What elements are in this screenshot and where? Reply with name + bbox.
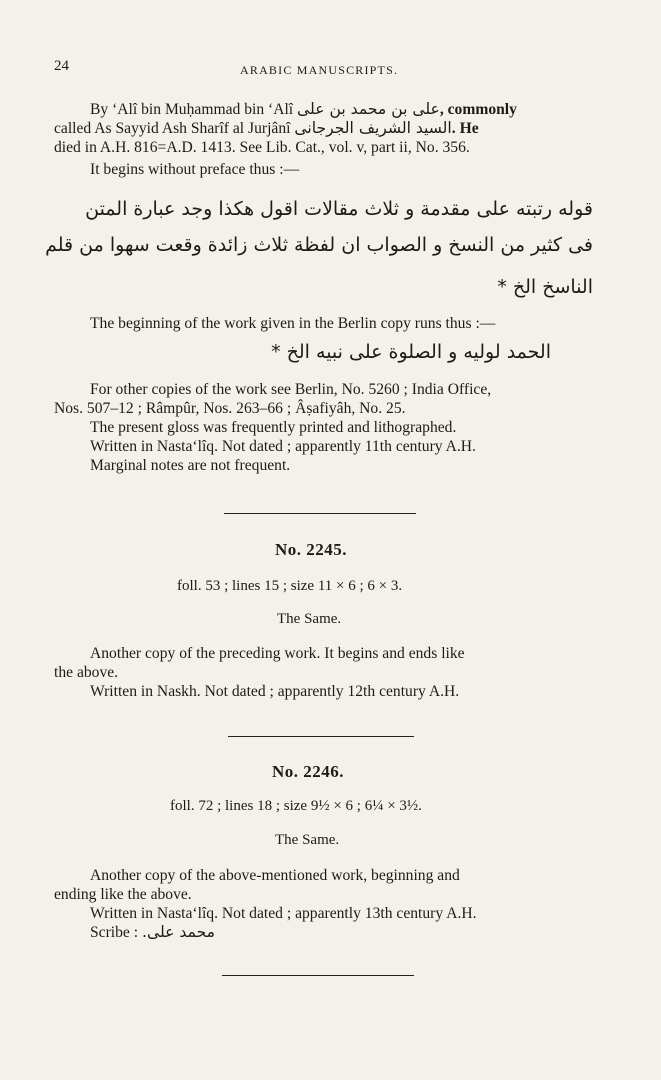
author-paragraph — [54, 100, 599, 179]
section-rule-3 — [222, 975, 414, 976]
entry-2246-title: No. 2246. — [272, 762, 345, 781]
copies-paragraph: For other copies of the work see Berlin, No. 5260 ; India Office, Nos. 507–12 ; Râmpûr, Nos. 263–66 ; Âṣafiyâh, No. 25. The present gloss was frequently printed and lithographed. Written in Nasta‘lîq. Not dated ; apparently 11th century A.H. Marginal notes are not frequent. — [54, 381, 492, 474]
author-name-arabic: علی بن محمد بن علی — [297, 100, 440, 118]
entry-2246-desc: Another copy of the above-mentioned work, beginning and ending like the above. Written in Nasta‘lîq. Not dated ; apparently 13th century A.H. Scribe : محمد علی. — [54, 866, 599, 942]
berlin-arabic: الحمد لولیه و الصلوة علی نبیه الخ * — [271, 341, 551, 363]
author-line-3: died in A.H. 816=A.D. 1413. See Lib. Cat., vol. v, part ii, No. 356. — [54, 139, 470, 156]
page-number: 24 — [54, 58, 69, 74]
entry-2245-subtitle: The Same. — [277, 611, 342, 627]
author-line-2: called As Sayyid Ash Sharîf al Jurjânî السید الشریف الجرجانی. He — [54, 119, 479, 137]
entry-2245-desc: Another copy of the preceding work. It begins and ends like the above. Written in Naskh. Not dated ; apparently 12th century A.H. — [54, 645, 465, 700]
berlin-intro: The beginning of the work given in the Berlin copy runs thus :— — [90, 315, 496, 332]
author-line-1: By ‘Alî bin Muḥammad bin ‘Alî علی بن محمد بن علی, commonly — [90, 100, 517, 118]
entry-2245-foll: foll. 53 ; lines 15 ; size 11 × 6 ; 6 × 3. — [177, 578, 403, 594]
arabic-quote-line-3: الناسخ الخ * — [497, 276, 593, 298]
title-arabic: السید الشریف الجرجانی — [294, 119, 452, 137]
scribe-line: Scribe : محمد علی. — [90, 923, 215, 941]
scribe-arabic: محمد علی. — [141, 923, 215, 941]
entry-2245-title: No. 2245. — [275, 540, 348, 559]
section-rule-1 — [224, 513, 416, 514]
entry-2246-subtitle: The Same. — [275, 832, 340, 848]
arabic-quote-line-1: قوله رتبته علی مقدمة و ثلاث مقالات اقول هكذا وجد عبارة المتن — [85, 198, 593, 220]
arabic-quote-line-2: فی كثیر من النسخ و الصواب ان لفظة ثلاث زائدة وقعت سهوا من قلم — [45, 234, 593, 256]
entry-2246-foll: foll. 72 ; lines 18 ; size 9½ × 6 ; 6¼ × 3½. — [170, 798, 422, 814]
running-title: ARABIC MANUSCRIPTS. — [240, 63, 399, 77]
begins-line: It begins without preface thus :— — [90, 161, 300, 178]
section-rule-2 — [228, 736, 414, 737]
